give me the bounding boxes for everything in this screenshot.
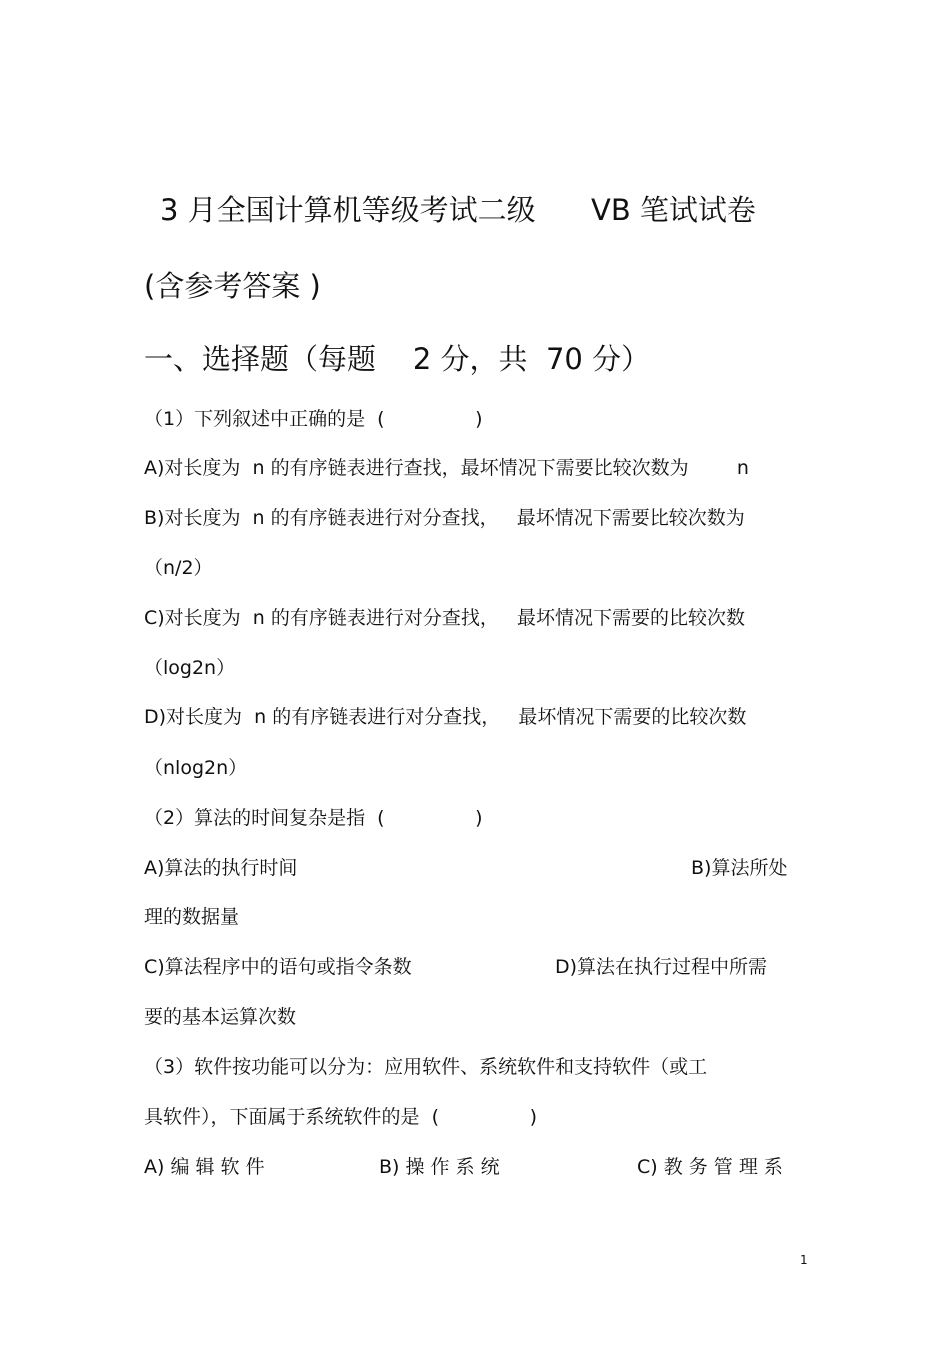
question-2-option-c: C)算法程序中的语句或指令条数 — [144, 956, 412, 978]
question-2-option-b-cont: 理的数据量 — [144, 906, 240, 928]
document-title-line-1: 3 月全国计算机等级考试二级 VB 笔试试卷 — [160, 193, 756, 227]
question-1-option-d-cont: （nlog2n） — [144, 757, 248, 779]
question-1-option-d: D)对长度为 n 的有序链表进行对分查找， 最坏情况下需要的比较次数 — [144, 706, 747, 728]
question-2-option-a: A)算法的执行时间 — [144, 857, 298, 879]
question-1-option-b-cont: （n/2） — [144, 557, 213, 579]
question-3-option-a: A) 编 辑 软 件 — [144, 1156, 265, 1178]
question-3-option-b: B) 操 作 系 统 — [379, 1156, 500, 1178]
question-3-stem-line-1: （3）软件按功能可以分为：应用软件、系统软件和支持软件（或工 — [144, 1056, 708, 1078]
question-2-option-d-cont: 要的基本运算次数 — [144, 1006, 297, 1028]
question-1-stem: （1）下列叙述中正确的是 ( ) — [144, 408, 483, 430]
question-2-stem: （2）算法的时间复杂是指 ( ) — [144, 807, 483, 829]
document-title-line-2: (含参考答案 ) — [144, 269, 321, 303]
page-number: 1 — [800, 1253, 808, 1267]
question-2-option-b: B)算法所处 — [691, 857, 788, 879]
question-1-option-a: A)对长度为 n 的有序链表进行查找，最坏情况下需要比较次数为 n — [144, 457, 749, 479]
question-3-option-c: C) 教 务 管 理 系 — [637, 1156, 783, 1178]
question-1-option-b: B)对长度为 n 的有序链表进行对分查找， 最坏情况下需要比较次数为 — [144, 507, 745, 529]
question-3-stem-line-2: 具软件），下面属于系统软件的是 ( ) — [144, 1106, 537, 1128]
question-1-option-c-cont: （log2n） — [144, 657, 236, 679]
question-2-option-d: D)算法在执行过程中所需 — [555, 956, 768, 978]
question-1-option-c: C)对长度为 n 的有序链表进行对分查找， 最坏情况下需要的比较次数 — [144, 607, 745, 629]
section-heading: 一、选择题（每题 2 分，共 70 分） — [144, 342, 651, 376]
